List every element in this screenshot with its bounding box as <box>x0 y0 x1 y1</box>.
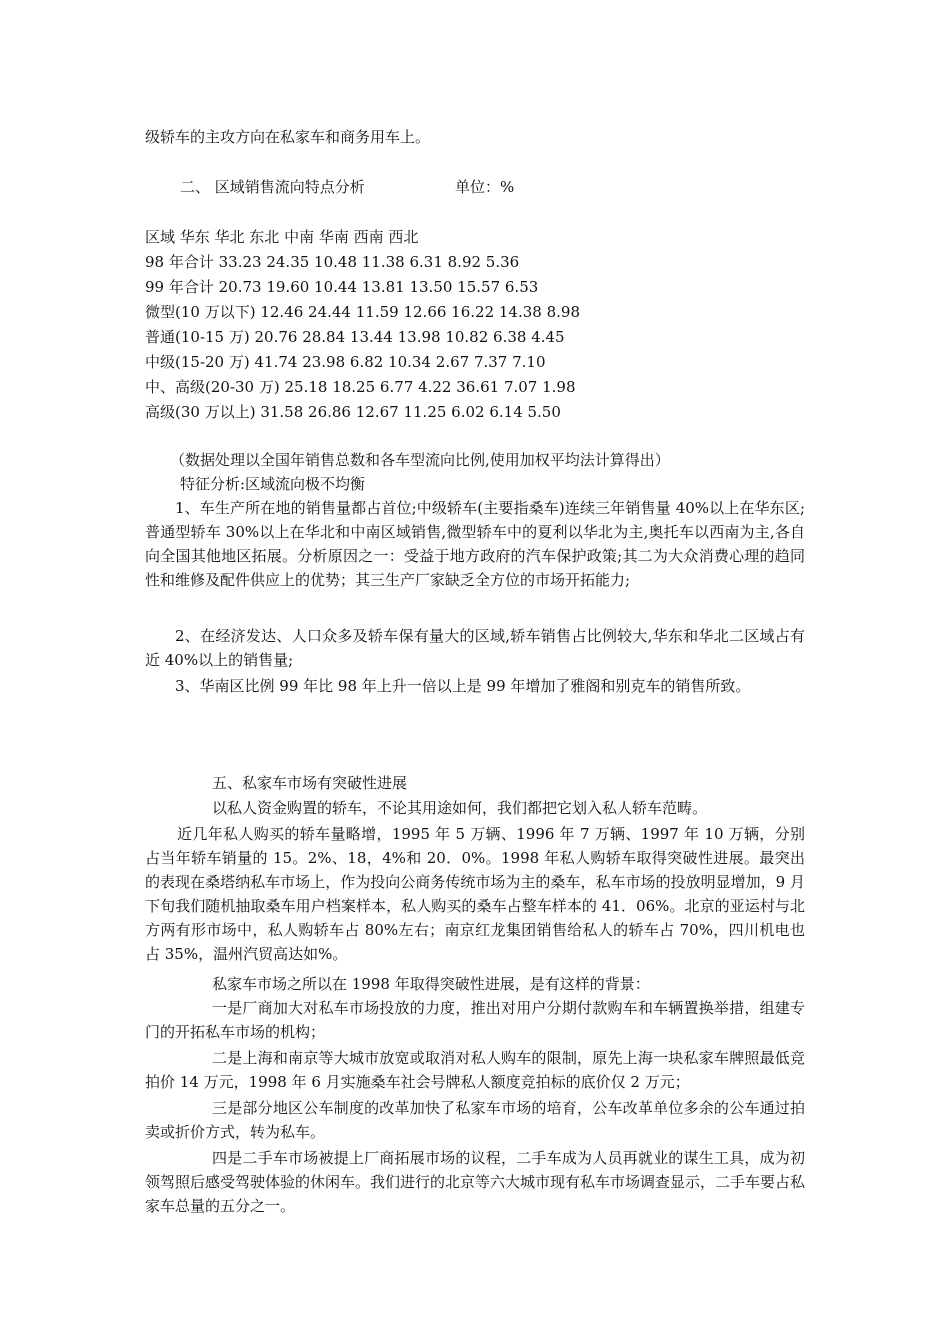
feature-point-2: 2、在经济发达、人口众多及轿车保有量大的区域,轿车销售占比例较大,华东和华北二区域占有近 40%以上的销售量; <box>145 627 805 669</box>
table-row: 普通(10-15 万) 20.76 28.84 13.44 13.98 10.82 6.38 4.45 <box>145 328 565 346</box>
intro-line: 级轿车的主攻方向在私家车和商务用车上。 <box>145 128 431 146</box>
table-row: 99 年合计 20.73 19.60 10.44 13.81 13.50 15.57 6.53 <box>145 278 539 296</box>
section5-paragraph-1: 以私人资金购置的轿车，不论其用途如何，我们都把它划入私人轿车范畴。 <box>212 799 708 817</box>
table-row: 中、高级(20-30 万) 25.18 18.25 6.77 4.22 36.61 7.07 1.98 <box>145 378 576 396</box>
table-header-row: 区域 华东 华北 东北 中南 华南 西南 西北 <box>145 228 419 246</box>
feature-point-1: 1、车生产所在地的销售量都占首位;中级轿车(主要指桑车)连续三年销售量 40%以上在华东区;普通型轿车 30%以上在华北和中南区域销售,微型轿车中的夏利以华北为主,奥托车以西南为主,各自向全国其他地区拓展。分析原因之一：受益于地方政府的汽车保护政策;其二为大众消费心理的趋同性和维修及配件供应上的优势；其三生产厂家缺乏全方位的市场开拓能力; <box>145 499 805 589</box>
table-row: 高级(30 万以上) 31.58 26.86 12.67 11.25 6.02 6.14 5.50 <box>145 403 561 421</box>
section5-heading: 五、私家车市场有突破性进展 <box>212 774 408 792</box>
unit-label: 单位：% <box>455 178 515 196</box>
table-row: 微型(10 万以下) 12.46 24.44 11.59 12.66 16.22 14.38 8.98 <box>145 303 580 321</box>
table-row: 中级(15-20 万) 41.74 23.98 6.82 10.34 2.67 7.37 7.10 <box>145 353 546 371</box>
reason-1: 一是厂商加大对私车市场投放的力度，推出对用户分期付款购车和车辆置换举措，组建专门的开拓私车市场的机构； <box>145 999 805 1041</box>
section5-paragraph-3: 私家车市场之所以在 1998 年取得突破性进展，是有这样的背景： <box>212 975 650 993</box>
table-row: 98 年合计 33.23 24.35 10.48 11.38 6.31 8.92 5.36 <box>145 253 520 271</box>
reason-2: 二是上海和南京等大城市放宽或取消对私人购车的限制，原先上海一块私家车牌照最低竞拍价 14 万元，1998 年 6 月实施桑车社会号牌私人额度竞拍标的底价仅 2 万元； <box>145 1049 805 1091</box>
feature-title: 特征分析:区域流向极不均衡 <box>180 475 366 493</box>
section2-heading: 二、 区域销售流向特点分析 <box>180 178 365 196</box>
feature-point-3: 3、华南区比例 99 年比 98 年上升一倍以上是 99 年增加了雅阁和别克车的销售所致。 <box>175 677 751 695</box>
reason-3: 三是部分地区公车制度的改革加快了私家车市场的培育，公车改革单位多余的公车通过拍卖或折价方式，转为私车。 <box>145 1099 805 1141</box>
calculation-note: （数据处理以全国年销售总数和各车型流向比例,使用加权平均法计算得出） <box>170 451 670 469</box>
section5-paragraph-2: 近几年私人购买的轿车量略增，1995 年 5 万辆、1996 年 7 万辆、1997 年 10 万辆，分别占当年轿车销量的 15。2%、18，4%和 20．0%。1998 年私人购轿车取得突破性进展。最突出的表现在桑塔纳私车市场上，作为投向公商务传统市场为主的桑车，私车市场的投放明显增加，9 月下旬我们随机抽取桑车用户档案样本，私人购买的桑车占整车样本的 41．06%。北京的亚运村与北方两有形市场中，私人购轿车占 80%左右；南京红龙集团销售给私人的轿车占 70%，四川机电也占 35%，温州汽贸高达如%。 <box>145 825 805 963</box>
reason-4: 四是二手车市场被提上厂商拓展市场的议程，二手车成为人员再就业的谋生工具，成为初领驾照后感受驾驶体验的休闲车。我们进行的北京等六大城市现有私车市场调查显示，二手车要占私家车总量的五分之一。 <box>145 1149 806 1215</box>
